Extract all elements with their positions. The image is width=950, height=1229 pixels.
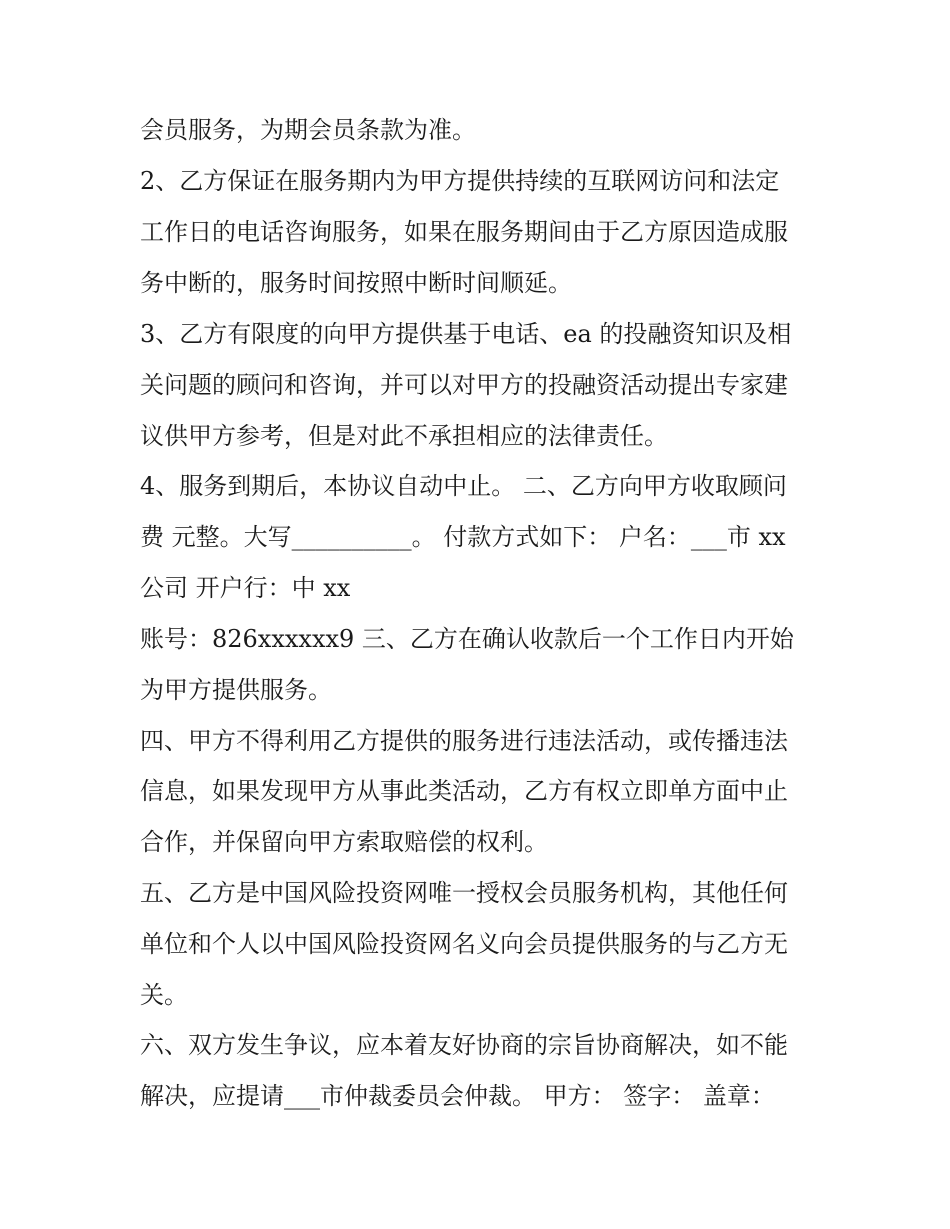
text-line: 关。 xyxy=(140,981,188,1009)
text-line: 关问题的顾问和咨询，并可以对甲方的投融资活动提出专家建 xyxy=(140,371,788,399)
text-line: 2、乙方保证在服务期内为甲方提供持续的互联网访问和法定 xyxy=(140,167,780,195)
text-line: 六、双方发生争议，应本着友好协商的宗旨协商解决，如不能 xyxy=(140,1031,788,1059)
text-line: 账号：826xxxxxx9 三、乙方在确认收款后一个工作日内开始 xyxy=(140,625,794,653)
text-line: 工作日的电话咨询服务，如果在服务期间由于乙方原因造成服 xyxy=(140,218,788,246)
text-line: 3、乙方有限度的向甲方提供基于电话、ea 的投融资知识及相 xyxy=(140,320,792,348)
text-line: 信息，如果发现甲方从事此类活动，乙方有权立即单方面中止 xyxy=(140,777,788,805)
text-line: 五、乙方是中国风险投资网唯一授权会员服务机构，其他任何 xyxy=(140,879,788,907)
text-line: 单位和个人以中国风险投资网名义向会员提供服务的与乙方无 xyxy=(140,930,788,958)
text-line: 费 元整。大写__________。 付款方式如下： 户名：___市 xx xyxy=(140,523,786,551)
text-line: 合作，并保留向甲方索取赔偿的权利。 xyxy=(140,828,548,856)
text-line: 公司 开户行：中 xx xyxy=(140,574,351,602)
text-line: 议供甲方参考，但是对此不承担相应的法律责任。 xyxy=(140,422,668,450)
text-line: 务中断的，服务时间按照中断时间顺延。 xyxy=(140,269,572,297)
text-line: 解决，应提请___市仲裁委员会仲裁。 甲方： 签字： 盖章： xyxy=(140,1082,775,1110)
text-line: 为甲方提供服务。 xyxy=(140,676,332,704)
text-line: 4、服务到期后，本协议自动中止。 二、乙方向甲方收取顾问 xyxy=(140,472,787,500)
text-line: 会员服务，为期会员条款为准。 xyxy=(140,116,476,144)
text-line: 四、甲方不得利用乙方提供的服务进行违法活动，或传播违法 xyxy=(140,727,788,755)
